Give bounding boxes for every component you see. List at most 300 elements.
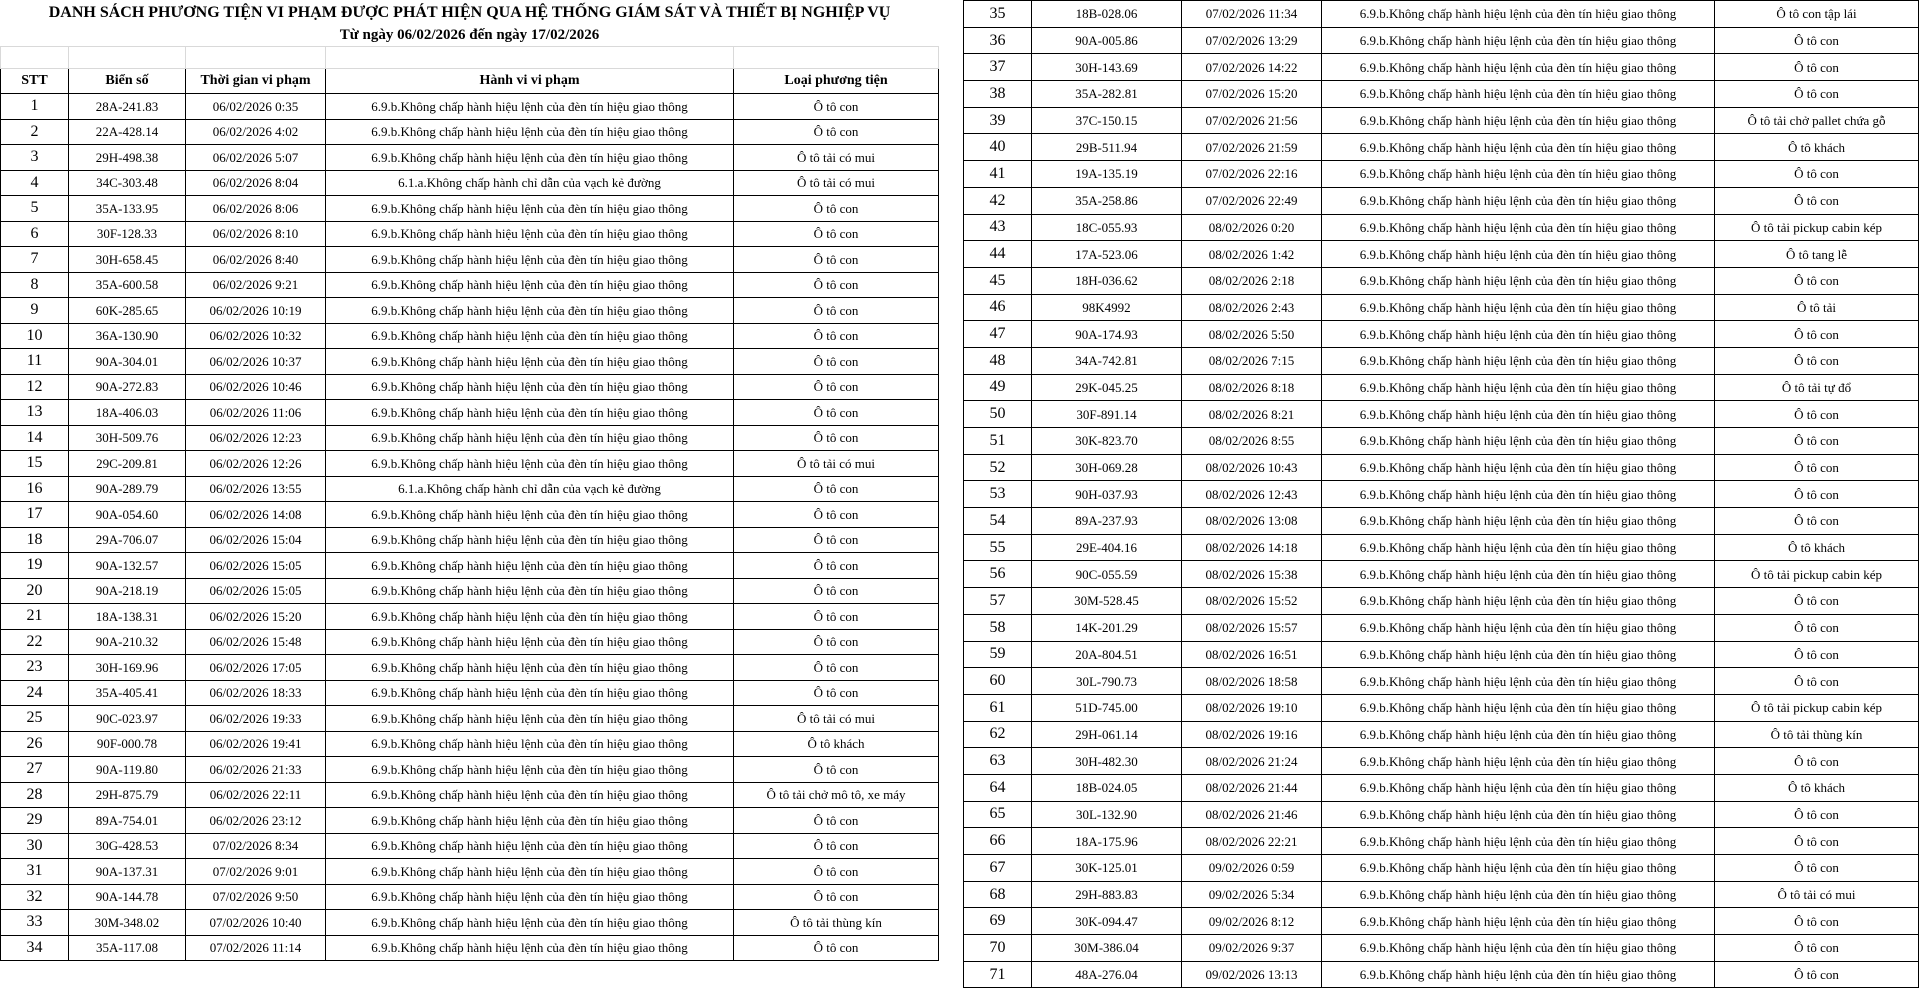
cell-time: 06/02/2026 13:55 xyxy=(186,476,326,502)
cell-vehicle-type: Ô tô tải chở pallet chứa gỗ xyxy=(1715,107,1919,134)
table-row xyxy=(1,170,939,196)
cell-violation: 6.9.b.Không chấp hành hiệu lệnh của đèn tín hiệu giao thông xyxy=(326,94,734,120)
cell-stt: 11 xyxy=(1,349,69,375)
table-row xyxy=(964,267,1919,294)
cell-plate: 90A-137.31 xyxy=(69,859,186,885)
cell-time: 06/02/2026 15:05 xyxy=(186,553,326,579)
cell-stt: 21 xyxy=(1,604,69,630)
cell-time: 06/02/2026 5:07 xyxy=(186,145,326,171)
header-time: Thời gian vi phạm xyxy=(186,69,326,94)
cell-time: 08/02/2026 19:10 xyxy=(1182,694,1322,721)
cell-violation: 6.9.b.Không chấp hành hiệu lệnh của đèn tín hiệu giao thông xyxy=(326,553,734,579)
cell-plate: 30H-069.28 xyxy=(1032,454,1182,481)
cell-vehicle-type: Ô tô tang lễ xyxy=(1715,241,1919,268)
table-row xyxy=(964,774,1919,801)
table-row xyxy=(964,81,1919,108)
table-row xyxy=(964,855,1919,882)
cell-plate: 51D-745.00 xyxy=(1032,694,1182,721)
cell-time: 08/02/2026 21:24 xyxy=(1182,748,1322,775)
cell-time: 06/02/2026 0:35 xyxy=(186,94,326,120)
cell-violation: 6.9.b.Không chấp hành hiệu lệnh của đèn tín hiệu giao thông xyxy=(326,451,734,477)
table-row xyxy=(1,706,939,732)
cell-stt: 61 xyxy=(964,694,1032,721)
cell-vehicle-type: Ô tô con xyxy=(734,221,939,247)
cell-time: 07/02/2026 9:01 xyxy=(186,859,326,885)
cell-violation: 6.9.b.Không chấp hành hiệu lệnh của đèn tín hiệu giao thông xyxy=(326,527,734,553)
table-row xyxy=(964,294,1919,321)
cell-vehicle-type: Ô tô con xyxy=(734,196,939,222)
cell-stt: 45 xyxy=(964,267,1032,294)
left-sheet-panel xyxy=(0,0,940,961)
cell-violation: 6.9.b.Không chấp hành hiệu lệnh của đèn tín hiệu giao thông xyxy=(1322,614,1715,641)
cell-plate: 30M-528.45 xyxy=(1032,588,1182,615)
cell-stt: 26 xyxy=(1,731,69,757)
table-row xyxy=(964,588,1919,615)
table-row xyxy=(1,731,939,757)
cell-plate: 37C-150.15 xyxy=(1032,107,1182,134)
cell-time: 09/02/2026 5:34 xyxy=(1182,881,1322,908)
cell-plate: 29H-061.14 xyxy=(1032,721,1182,748)
cell-vehicle-type: Ô tô con xyxy=(1715,588,1919,615)
cell-vehicle-type: Ô tô con xyxy=(1715,828,1919,855)
cell-plate: 36A-130.90 xyxy=(69,323,186,349)
cell-violation: 6.9.b.Không chấp hành hiệu lệnh của đèn tín hiệu giao thông xyxy=(1322,454,1715,481)
cell-vehicle-type: Ô tô con xyxy=(734,833,939,859)
cell-time: 07/02/2026 10:40 xyxy=(186,910,326,936)
table-row xyxy=(964,508,1919,535)
cell-plate: 29E-404.16 xyxy=(1032,534,1182,561)
cell-time: 06/02/2026 19:41 xyxy=(186,731,326,757)
cell-time: 08/02/2026 5:50 xyxy=(1182,321,1322,348)
cell-plate: 30F-891.14 xyxy=(1032,401,1182,428)
cell-vehicle-type: Ô tô con xyxy=(1715,27,1919,54)
cell-stt: 32 xyxy=(1,884,69,910)
cell-vehicle-type: Ô tô con xyxy=(734,629,939,655)
table-row xyxy=(1,833,939,859)
cell-vehicle-type: Ô tô con xyxy=(1715,267,1919,294)
cell-violation: 6.9.b.Không chấp hành hiệu lệnh của đèn tín hiệu giao thông xyxy=(326,247,734,273)
table-row xyxy=(1,680,939,706)
cell-plate: 35A-258.86 xyxy=(1032,187,1182,214)
cell-stt: 36 xyxy=(964,27,1032,54)
table-row xyxy=(964,935,1919,962)
document-title: DANH SÁCH PHƯƠNG TIỆN VI PHẠM ĐƯỢC PHÁT HIỆN QUA HỆ THỐNG GIÁM SÁT VÀ THIẾT BỊ NGHIỆP VỤ xyxy=(48,4,891,21)
cell-time: 06/02/2026 21:33 xyxy=(186,757,326,783)
cell-stt: 51 xyxy=(964,428,1032,455)
cell-plate: 90A-119.80 xyxy=(69,757,186,783)
cell-plate: 29C-209.81 xyxy=(69,451,186,477)
table-row xyxy=(1,476,939,502)
cell-plate: 35A-405.41 xyxy=(69,680,186,706)
cell-violation: 6.9.b.Không chấp hành hiệu lệnh của đèn tín hiệu giao thông xyxy=(1322,828,1715,855)
cell-stt: 35 xyxy=(964,1,1032,28)
cell-plate: 90C-055.59 xyxy=(1032,561,1182,588)
cell-time: 08/02/2026 8:55 xyxy=(1182,428,1322,455)
table-row xyxy=(964,54,1919,81)
table-row xyxy=(1,859,939,885)
table-header-row xyxy=(1,69,939,94)
cell-violation: 6.9.b.Không chấp hành hiệu lệnh của đèn tín hiệu giao thông xyxy=(1322,134,1715,161)
cell-vehicle-type: Ô tô con xyxy=(1715,161,1919,188)
cell-time: 08/02/2026 7:15 xyxy=(1182,347,1322,374)
cell-vehicle-type: Ô tô con xyxy=(734,272,939,298)
table-row xyxy=(964,374,1919,401)
cell-plate: 28A-241.83 xyxy=(69,94,186,120)
cell-violation: 6.9.b.Không chấp hành hiệu lệnh của đèn tín hiệu giao thông xyxy=(1322,588,1715,615)
cell-stt: 33 xyxy=(1,910,69,936)
cell-time: 09/02/2026 13:13 xyxy=(1182,961,1322,988)
cell-plate: 18A-138.31 xyxy=(69,604,186,630)
table-row xyxy=(1,298,939,324)
table-row xyxy=(1,374,939,400)
cell-plate: 30H-509.76 xyxy=(69,425,186,451)
cell-plate: 90F-000.78 xyxy=(69,731,186,757)
table-row xyxy=(1,400,939,426)
cell-plate: 90A-144.78 xyxy=(69,884,186,910)
cell-violation: 6.9.b.Không chấp hành hiệu lệnh của đèn tín hiệu giao thông xyxy=(1322,401,1715,428)
cell-plate: 29H-883.83 xyxy=(1032,881,1182,908)
cell-stt: 19 xyxy=(1,553,69,579)
cell-stt: 44 xyxy=(964,241,1032,268)
cell-vehicle-type: Ô tô tải có mui xyxy=(734,170,939,196)
cell-time: 08/02/2026 2:18 xyxy=(1182,267,1322,294)
table-row xyxy=(964,828,1919,855)
cell-time: 07/02/2026 11:34 xyxy=(1182,1,1322,28)
table-row xyxy=(1,425,939,451)
table-row xyxy=(1,782,939,808)
cell-plate: 29A-706.07 xyxy=(69,527,186,553)
cell-vehicle-type: Ô tô tải có mui xyxy=(734,145,939,171)
cell-stt: 60 xyxy=(964,668,1032,695)
cell-stt: 22 xyxy=(1,629,69,655)
cell-vehicle-type: Ô tô con xyxy=(1715,454,1919,481)
cell-violation: 6.9.b.Không chấp hành hiệu lệnh của đèn tín hiệu giao thông xyxy=(326,221,734,247)
cell-vehicle-type: Ô tô con xyxy=(1715,81,1919,108)
cell-plate: 30F-128.33 xyxy=(69,221,186,247)
cell-time: 06/02/2026 12:23 xyxy=(186,425,326,451)
table-row xyxy=(964,454,1919,481)
cell-violation: 6.9.b.Không chấp hành hiệu lệnh của đèn tín hiệu giao thông xyxy=(326,884,734,910)
cell-violation: 6.9.b.Không chấp hành hiệu lệnh của đèn tín hiệu giao thông xyxy=(326,425,734,451)
cell-violation: 6.9.b.Không chấp hành hiệu lệnh của đèn tín hiệu giao thông xyxy=(1322,428,1715,455)
cell-violation: 6.1.a.Không chấp hành chỉ dẫn của vạch kẻ đường xyxy=(326,476,734,502)
cell-violation: 6.9.b.Không chấp hành hiệu lệnh của đèn tín hiệu giao thông xyxy=(326,323,734,349)
cell-stt: 10 xyxy=(1,323,69,349)
cell-time: 07/02/2026 13:29 xyxy=(1182,27,1322,54)
cell-stt: 23 xyxy=(1,655,69,681)
cell-vehicle-type: Ô tô con xyxy=(734,349,939,375)
cell-vehicle-type: Ô tô khách xyxy=(1715,774,1919,801)
empty-spacer-row xyxy=(1,47,939,69)
table-row xyxy=(964,347,1919,374)
cell-violation: 6.9.b.Không chấp hành hiệu lệnh của đèn tín hiệu giao thông xyxy=(1322,668,1715,695)
header-stt: STT xyxy=(1,69,69,94)
cell-plate: 90C-023.97 xyxy=(69,706,186,732)
table-row xyxy=(1,349,939,375)
cell-violation: 6.9.b.Không chấp hành hiệu lệnh của đèn tín hiệu giao thông xyxy=(1322,161,1715,188)
cell-vehicle-type: Ô tô con xyxy=(734,578,939,604)
cell-violation: 6.9.b.Không chấp hành hiệu lệnh của đèn tín hiệu giao thông xyxy=(326,935,734,961)
cell-vehicle-type: Ô tô con xyxy=(734,374,939,400)
cell-plate: 18A-175.96 xyxy=(1032,828,1182,855)
cell-vehicle-type: Ô tô tải xyxy=(1715,294,1919,321)
cell-time: 06/02/2026 10:19 xyxy=(186,298,326,324)
cell-time: 08/02/2026 15:38 xyxy=(1182,561,1322,588)
cell-vehicle-type: Ô tô con xyxy=(734,553,939,579)
table-row xyxy=(1,119,939,145)
table-row xyxy=(964,694,1919,721)
cell-violation: 6.9.b.Không chấp hành hiệu lệnh của đèn tín hiệu giao thông xyxy=(1322,81,1715,108)
cell-stt: 37 xyxy=(964,54,1032,81)
cell-time: 08/02/2026 10:43 xyxy=(1182,454,1322,481)
cell-plate: 14K-201.29 xyxy=(1032,614,1182,641)
cell-time: 06/02/2026 14:08 xyxy=(186,502,326,528)
cell-plate: 35A-117.08 xyxy=(69,935,186,961)
cell-stt: 66 xyxy=(964,828,1032,855)
cell-time: 06/02/2026 8:06 xyxy=(186,196,326,222)
cell-vehicle-type: Ô tô con xyxy=(734,94,939,120)
cell-time: 06/02/2026 23:12 xyxy=(186,808,326,834)
cell-vehicle-type: Ô tô con xyxy=(1715,748,1919,775)
table-row xyxy=(964,534,1919,561)
cell-stt: 64 xyxy=(964,774,1032,801)
cell-violation: 6.9.b.Không chấp hành hiệu lệnh của đèn tín hiệu giao thông xyxy=(326,706,734,732)
cell-violation: 6.9.b.Không chấp hành hiệu lệnh của đèn tín hiệu giao thông xyxy=(326,808,734,834)
cell-stt: 48 xyxy=(964,347,1032,374)
cell-plate: 29B-511.94 xyxy=(1032,134,1182,161)
cell-time: 06/02/2026 19:33 xyxy=(186,706,326,732)
cell-time: 06/02/2026 10:32 xyxy=(186,323,326,349)
header-vehicle-type: Loại phương tiện xyxy=(734,69,939,94)
cell-violation: 6.9.b.Không chấp hành hiệu lệnh của đèn tín hiệu giao thông xyxy=(1322,27,1715,54)
cell-stt: 71 xyxy=(964,961,1032,988)
cell-time: 08/02/2026 21:44 xyxy=(1182,774,1322,801)
table-row xyxy=(1,221,939,247)
cell-time: 07/02/2026 11:14 xyxy=(186,935,326,961)
cell-time: 06/02/2026 15:05 xyxy=(186,578,326,604)
cell-violation: 6.9.b.Không chấp hành hiệu lệnh của đèn tín hiệu giao thông xyxy=(1322,534,1715,561)
cell-stt: 29 xyxy=(1,808,69,834)
cell-vehicle-type: Ô tô con xyxy=(734,655,939,681)
cell-time: 08/02/2026 18:58 xyxy=(1182,668,1322,695)
cell-stt: 43 xyxy=(964,214,1032,241)
cell-stt: 52 xyxy=(964,454,1032,481)
cell-time: 08/02/2026 13:08 xyxy=(1182,508,1322,535)
table-row xyxy=(1,196,939,222)
cell-vehicle-type: Ô tô khách xyxy=(734,731,939,757)
cell-stt: 34 xyxy=(1,935,69,961)
cell-plate: 48A-276.04 xyxy=(1032,961,1182,988)
cell-stt: 70 xyxy=(964,935,1032,962)
cell-stt: 41 xyxy=(964,161,1032,188)
cell-stt: 12 xyxy=(1,374,69,400)
cell-plate: 35A-282.81 xyxy=(1032,81,1182,108)
page-divider xyxy=(940,0,963,961)
cell-plate: 29K-045.25 xyxy=(1032,374,1182,401)
right-sheet-panel xyxy=(963,0,1920,988)
table-row xyxy=(1,935,939,961)
cell-plate: 17A-523.06 xyxy=(1032,241,1182,268)
table-row xyxy=(964,241,1919,268)
cell-time: 08/02/2026 8:21 xyxy=(1182,401,1322,428)
cell-stt: 16 xyxy=(1,476,69,502)
cell-violation: 6.9.b.Không chấp hành hiệu lệnh của đèn tín hiệu giao thông xyxy=(1322,347,1715,374)
table-row xyxy=(964,481,1919,508)
table-row xyxy=(964,614,1919,641)
cell-stt: 40 xyxy=(964,134,1032,161)
table-row xyxy=(1,272,939,298)
cell-plate: 29H-498.38 xyxy=(69,145,186,171)
table-row xyxy=(1,655,939,681)
table-row xyxy=(1,247,939,273)
cell-stt: 69 xyxy=(964,908,1032,935)
cell-violation: 6.9.b.Không chấp hành hiệu lệnh của đèn tín hiệu giao thông xyxy=(326,655,734,681)
table-row xyxy=(1,145,939,171)
cell-stt: 4 xyxy=(1,170,69,196)
cell-vehicle-type: Ô tô con xyxy=(734,808,939,834)
cell-violation: 6.9.b.Không chấp hành hiệu lệnh của đèn tín hiệu giao thông xyxy=(326,119,734,145)
cell-violation: 6.9.b.Không chấp hành hiệu lệnh của đèn tín hiệu giao thông xyxy=(326,145,734,171)
cell-violation: 6.9.b.Không chấp hành hiệu lệnh của đèn tín hiệu giao thông xyxy=(1322,214,1715,241)
cell-plate: 90A-210.32 xyxy=(69,629,186,655)
cell-plate: 89A-237.93 xyxy=(1032,508,1182,535)
cell-stt: 14 xyxy=(1,425,69,451)
cell-violation: 6.9.b.Không chấp hành hiệu lệnh của đèn tín hiệu giao thông xyxy=(1322,935,1715,962)
cell-stt: 28 xyxy=(1,782,69,808)
table-row xyxy=(1,502,939,528)
table-row xyxy=(964,214,1919,241)
cell-vehicle-type: Ô tô con xyxy=(734,298,939,324)
cell-time: 06/02/2026 10:46 xyxy=(186,374,326,400)
cell-plate: 89A-754.01 xyxy=(69,808,186,834)
cell-plate: 30M-386.04 xyxy=(1032,935,1182,962)
cell-vehicle-type: Ô tô con xyxy=(1715,935,1919,962)
cell-time: 07/02/2026 21:59 xyxy=(1182,134,1322,161)
table-row xyxy=(964,428,1919,455)
cell-violation: 6.9.b.Không chấp hành hiệu lệnh của đèn tín hiệu giao thông xyxy=(1322,508,1715,535)
cell-violation: 6.9.b.Không chấp hành hiệu lệnh của đèn tín hiệu giao thông xyxy=(1322,267,1715,294)
cell-vehicle-type: Ô tô tải có mui xyxy=(734,451,939,477)
cell-plate: 35A-133.95 xyxy=(69,196,186,222)
cell-vehicle-type: Ô tô con xyxy=(734,323,939,349)
cell-time: 07/02/2026 8:34 xyxy=(186,833,326,859)
cell-vehicle-type: Ô tô con xyxy=(1715,481,1919,508)
cell-vehicle-type: Ô tô con xyxy=(1715,401,1919,428)
table-row xyxy=(964,134,1919,161)
cell-violation: 6.1.a.Không chấp hành chỉ dẫn của vạch kẻ đường xyxy=(326,170,734,196)
cell-vehicle-type: Ô tô tải thùng kín xyxy=(1715,721,1919,748)
cell-vehicle-type: Ô tô con xyxy=(1715,908,1919,935)
table-row xyxy=(1,94,939,120)
cell-stt: 13 xyxy=(1,400,69,426)
cell-stt: 5 xyxy=(1,196,69,222)
table-row xyxy=(964,1,1919,28)
cell-stt: 8 xyxy=(1,272,69,298)
cell-vehicle-type: Ô tô tải chở mô tô, xe máy xyxy=(734,782,939,808)
cell-time: 06/02/2026 4:02 xyxy=(186,119,326,145)
cell-violation: 6.9.b.Không chấp hành hiệu lệnh của đèn tín hiệu giao thông xyxy=(326,374,734,400)
cell-violation: 6.9.b.Không chấp hành hiệu lệnh của đèn tín hiệu giao thông xyxy=(1322,641,1715,668)
cell-vehicle-type: Ô tô tải tự đổ xyxy=(1715,374,1919,401)
cell-plate: 18H-036.62 xyxy=(1032,267,1182,294)
cell-violation: 6.9.b.Không chấp hành hiệu lệnh của đèn tín hiệu giao thông xyxy=(326,272,734,298)
cell-time: 06/02/2026 22:11 xyxy=(186,782,326,808)
cell-vehicle-type: Ô tô con xyxy=(1715,321,1919,348)
table-row xyxy=(1,604,939,630)
cell-plate: 30H-658.45 xyxy=(69,247,186,273)
cell-plate: 30K-125.01 xyxy=(1032,855,1182,882)
cell-vehicle-type: Ô tô con xyxy=(734,502,939,528)
cell-stt: 47 xyxy=(964,321,1032,348)
table-row xyxy=(1,527,939,553)
cell-stt: 42 xyxy=(964,187,1032,214)
cell-plate: 30H-143.69 xyxy=(1032,54,1182,81)
cell-time: 06/02/2026 15:04 xyxy=(186,527,326,553)
table-row xyxy=(964,961,1919,988)
cell-plate: 18A-406.03 xyxy=(69,400,186,426)
cell-time: 06/02/2026 12:26 xyxy=(186,451,326,477)
cell-vehicle-type: Ô tô tải pickup cabin kép xyxy=(1715,561,1919,588)
cell-violation: 6.9.b.Không chấp hành hiệu lệnh của đèn tín hiệu giao thông xyxy=(1322,694,1715,721)
cell-time: 08/02/2026 12:43 xyxy=(1182,481,1322,508)
cell-violation: 6.9.b.Không chấp hành hiệu lệnh của đèn tín hiệu giao thông xyxy=(1322,908,1715,935)
cell-plate: 34C-303.48 xyxy=(69,170,186,196)
cell-time: 06/02/2026 17:05 xyxy=(186,655,326,681)
cell-vehicle-type: Ô tô con xyxy=(1715,961,1919,988)
cell-stt: 58 xyxy=(964,614,1032,641)
table-row xyxy=(964,187,1919,214)
cell-vehicle-type: Ô tô con xyxy=(734,859,939,885)
cell-violation: 6.9.b.Không chấp hành hiệu lệnh của đèn tín hiệu giao thông xyxy=(1322,187,1715,214)
cell-plate: 19A-135.19 xyxy=(1032,161,1182,188)
cell-plate: 30L-790.73 xyxy=(1032,668,1182,695)
cell-time: 07/02/2026 22:16 xyxy=(1182,161,1322,188)
table-row xyxy=(964,27,1919,54)
cell-stt: 18 xyxy=(1,527,69,553)
cell-time: 06/02/2026 11:06 xyxy=(186,400,326,426)
cell-stt: 9 xyxy=(1,298,69,324)
cell-stt: 54 xyxy=(964,508,1032,535)
cell-vehicle-type: Ô tô con xyxy=(734,604,939,630)
cell-stt: 55 xyxy=(964,534,1032,561)
cell-plate: 18B-028.06 xyxy=(1032,1,1182,28)
cell-violation: 6.9.b.Không chấp hành hiệu lệnh của đèn tín hiệu giao thông xyxy=(1322,561,1715,588)
cell-violation: 6.9.b.Không chấp hành hiệu lệnh của đèn tín hiệu giao thông xyxy=(326,680,734,706)
cell-plate: 30G-428.53 xyxy=(69,833,186,859)
date-range-subtitle: Từ ngày 06/02/2026 đến ngày 17/02/2026 xyxy=(339,26,600,43)
table-row xyxy=(964,321,1919,348)
cell-time: 07/02/2026 9:50 xyxy=(186,884,326,910)
cell-violation: 6.9.b.Không chấp hành hiệu lệnh của đèn tín hiệu giao thông xyxy=(1322,801,1715,828)
cell-time: 08/02/2026 15:52 xyxy=(1182,588,1322,615)
cell-vehicle-type: Ô tô con xyxy=(734,935,939,961)
cell-vehicle-type: Ô tô con xyxy=(1715,347,1919,374)
cell-time: 06/02/2026 15:20 xyxy=(186,604,326,630)
table-row xyxy=(964,721,1919,748)
cell-vehicle-type: Ô tô con xyxy=(734,476,939,502)
cell-violation: 6.9.b.Không chấp hành hiệu lệnh của đèn tín hiệu giao thông xyxy=(326,196,734,222)
cell-time: 08/02/2026 19:16 xyxy=(1182,721,1322,748)
cell-vehicle-type: Ô tô con xyxy=(1715,54,1919,81)
cell-vehicle-type: Ô tô tải có mui xyxy=(734,706,939,732)
table-row xyxy=(1,578,939,604)
cell-stt: 20 xyxy=(1,578,69,604)
table-row xyxy=(964,641,1919,668)
cell-time: 07/02/2026 21:56 xyxy=(1182,107,1322,134)
cell-vehicle-type: Ô tô con xyxy=(734,680,939,706)
cell-stt: 49 xyxy=(964,374,1032,401)
cell-violation: 6.9.b.Không chấp hành hiệu lệnh của đèn tín hiệu giao thông xyxy=(1322,294,1715,321)
